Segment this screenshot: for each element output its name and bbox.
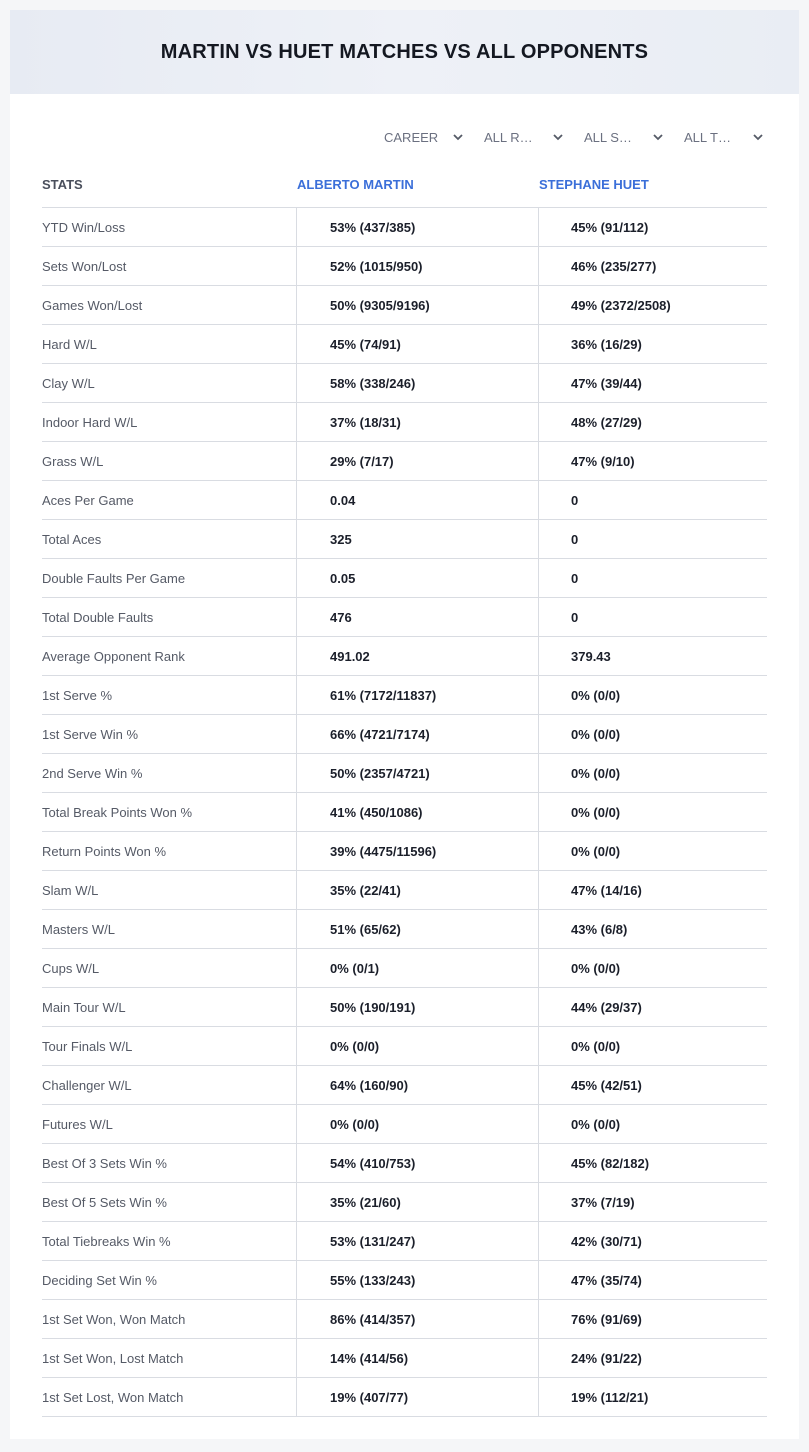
player-2-value: 0% (0/0) [571, 804, 621, 820]
chevron-down-icon [452, 131, 464, 143]
chevron-down-icon [652, 131, 664, 143]
player-2-value: 44% (29/37) [571, 999, 642, 1015]
filter-period-label: CAREER [384, 129, 439, 145]
stat-label: Total Break Points Won % [42, 793, 297, 831]
player-1-value: 0% (0/0) [297, 1027, 539, 1065]
player-2-value: 0 [571, 531, 579, 547]
player-1-value: 58% (338/246) [297, 364, 539, 402]
stat-label: Masters W/L [42, 910, 297, 948]
table-row [42, 1144, 767, 1183]
table-row [42, 559, 767, 598]
chevron-down-icon [552, 131, 564, 143]
player-1-value: 35% (21/60) [297, 1183, 539, 1221]
player-2-value: 0 [571, 570, 579, 586]
player-2-value: 45% (91/112) [571, 219, 649, 235]
stats-table [42, 162, 767, 1417]
table-row [42, 286, 767, 325]
player-2-value: 37% (7/19) [571, 1194, 635, 1210]
table-row [42, 832, 767, 871]
player-1-value: 37% (18/31) [297, 403, 539, 441]
player-1-value: 14% (414/56) [297, 1339, 539, 1377]
table-row [42, 637, 767, 676]
table-row [42, 1222, 767, 1261]
player-1-value: 61% (7172/11837) [297, 676, 539, 714]
table-row [42, 1105, 767, 1144]
player-1-value: 19% (407/77) [297, 1378, 539, 1416]
stat-label: Double Faults Per Game [42, 559, 297, 597]
player-1-value: 45% (74/91) [297, 325, 539, 363]
player-1-value: 476 [297, 598, 539, 636]
stats-card [10, 10, 799, 1439]
table-row [42, 442, 767, 481]
stat-label: Slam W/L [42, 871, 297, 909]
table-row [42, 910, 767, 949]
player-2-value: 379.43 [571, 648, 611, 664]
table-row [42, 403, 767, 442]
table-row [42, 247, 767, 286]
stat-label: 1st Set Won, Lost Match [42, 1339, 297, 1377]
player-2-value: 19% (112/21) [571, 1389, 649, 1405]
table-row [42, 676, 767, 715]
player-1-value: 64% (160/90) [297, 1066, 539, 1104]
player-1-value: 53% (437/385) [297, 208, 539, 246]
table-row [42, 1339, 767, 1378]
filter-period[interactable] [384, 126, 484, 148]
header-player-1[interactable]: ALBERTO MARTIN [297, 177, 414, 192]
header-player-2[interactable]: STEPHANE HUET [539, 177, 649, 192]
player-2-value: 0% (0/0) [571, 1038, 621, 1054]
stat-label: Games Won/Lost [42, 286, 297, 324]
stat-label: Sets Won/Lost [42, 247, 297, 285]
stat-label: 2nd Serve Win % [42, 754, 297, 792]
player-2-value: 0% (0/0) [571, 960, 621, 976]
stat-label: Average Opponent Rank [42, 637, 297, 675]
stat-label: Hard W/L [42, 325, 297, 363]
player-1-value: 50% (9305/9196) [297, 286, 539, 324]
stat-label: Total Tiebreaks Win % [42, 1222, 297, 1260]
player-2-value: 45% (82/182) [571, 1155, 650, 1171]
player-1-value: 53% (131/247) [297, 1222, 539, 1260]
player-2-value: 76% (91/69) [571, 1311, 642, 1327]
table-row [42, 481, 767, 520]
table-row [42, 1300, 767, 1339]
table-row [42, 871, 767, 910]
player-1-value: 0% (0/0) [297, 1105, 539, 1143]
player-1-value: 325 [297, 520, 539, 558]
filter-round-label: ALL R… [484, 129, 533, 145]
player-1-value: 51% (65/62) [297, 910, 539, 948]
stat-label: Aces Per Game [42, 481, 297, 519]
player-1-value: 41% (450/1086) [297, 793, 539, 831]
player-2-value: 0 [571, 492, 579, 508]
player-2-value: 47% (9/10) [571, 453, 635, 469]
player-2-value: 43% (6/8) [571, 921, 628, 937]
player-1-value: 35% (22/41) [297, 871, 539, 909]
table-row [42, 1027, 767, 1066]
player-2-value: 45% (42/51) [571, 1077, 642, 1093]
table-row [42, 325, 767, 364]
table-row [42, 598, 767, 637]
player-2-value: 46% (235/277) [571, 258, 657, 274]
table-body [42, 208, 767, 1417]
player-1-value: 50% (2357/4721) [297, 754, 539, 792]
player-1-value: 0.05 [297, 559, 539, 597]
table-row [42, 1261, 767, 1300]
stat-label: Best Of 5 Sets Win % [42, 1183, 297, 1221]
player-1-value: 66% (4721/7174) [297, 715, 539, 753]
table-row [42, 754, 767, 793]
table-header [42, 162, 767, 208]
stat-label: Futures W/L [42, 1105, 297, 1143]
player-2-value: 0% (0/0) [571, 726, 621, 742]
player-2-value: 47% (39/44) [571, 375, 642, 391]
player-2-value: 0% (0/0) [571, 765, 621, 781]
stat-label: Tour Finals W/L [42, 1027, 297, 1065]
stat-label: 1st Serve % [42, 676, 297, 714]
player-1-value: 0.04 [297, 481, 539, 519]
player-1-value: 50% (190/191) [297, 988, 539, 1026]
header-stats: STATS [42, 177, 83, 192]
filter-tournament[interactable] [684, 126, 784, 148]
player-1-value: 29% (7/17) [297, 442, 539, 480]
stat-label: 1st Set Won, Won Match [42, 1300, 297, 1338]
stat-label: Clay W/L [42, 364, 297, 402]
filter-bar [384, 126, 784, 148]
stat-label: Main Tour W/L [42, 988, 297, 1026]
player-2-value: 36% (16/29) [571, 336, 642, 352]
player-1-value: 52% (1015/950) [297, 247, 539, 285]
player-2-value: 42% (30/71) [571, 1233, 642, 1249]
filter-round[interactable] [484, 126, 584, 148]
player-2-value: 47% (14/16) [571, 882, 642, 898]
player-1-value: 39% (4475/11596) [297, 832, 539, 870]
player-2-value: 47% (35/74) [571, 1272, 642, 1288]
stat-label: 1st Serve Win % [42, 715, 297, 753]
filter-surface[interactable] [584, 126, 684, 148]
stat-label: Best Of 3 Sets Win % [42, 1144, 297, 1182]
card-header [10, 10, 799, 94]
table-row [42, 1183, 767, 1222]
page-title: MARTIN VS HUET MATCHES VS ALL OPPONENTS [160, 40, 649, 63]
player-2-value: 0% (0/0) [571, 687, 621, 703]
table-row [42, 715, 767, 754]
stat-label: Total Aces [42, 520, 297, 558]
table-row [42, 988, 767, 1027]
stat-label: YTD Win/Loss [42, 208, 297, 246]
filter-surface-label: ALL S… [584, 129, 632, 145]
player-2-value: 24% (91/22) [571, 1350, 642, 1366]
stat-label: Return Points Won % [42, 832, 297, 870]
stat-label: 1st Set Lost, Won Match [42, 1378, 297, 1416]
table-row [42, 793, 767, 832]
player-1-value: 0% (0/1) [297, 949, 539, 987]
stat-label: Total Double Faults [42, 598, 297, 636]
stat-label: Grass W/L [42, 442, 297, 480]
table-row [42, 364, 767, 403]
table-row [42, 1066, 767, 1105]
stat-label: Challenger W/L [42, 1066, 297, 1104]
table-row [42, 520, 767, 559]
player-2-value: 48% (27/29) [571, 414, 642, 430]
player-1-value: 491.02 [297, 637, 539, 675]
stat-label: Indoor Hard W/L [42, 403, 297, 441]
player-1-value: 54% (410/753) [297, 1144, 539, 1182]
player-1-value: 86% (414/357) [297, 1300, 539, 1338]
stat-label: Cups W/L [42, 949, 297, 987]
player-2-value: 0 [571, 609, 579, 625]
player-2-value: 0% (0/0) [571, 843, 621, 859]
chevron-down-icon [752, 131, 764, 143]
player-1-value: 55% (133/243) [297, 1261, 539, 1299]
stat-label: Deciding Set Win % [42, 1261, 297, 1299]
player-2-value: 0% (0/0) [571, 1116, 621, 1132]
player-2-value: 49% (2372/2508) [571, 297, 671, 313]
table-row [42, 1378, 767, 1417]
table-row [42, 949, 767, 988]
filter-tournament-label: ALL T… [684, 129, 731, 145]
table-row [42, 208, 767, 247]
